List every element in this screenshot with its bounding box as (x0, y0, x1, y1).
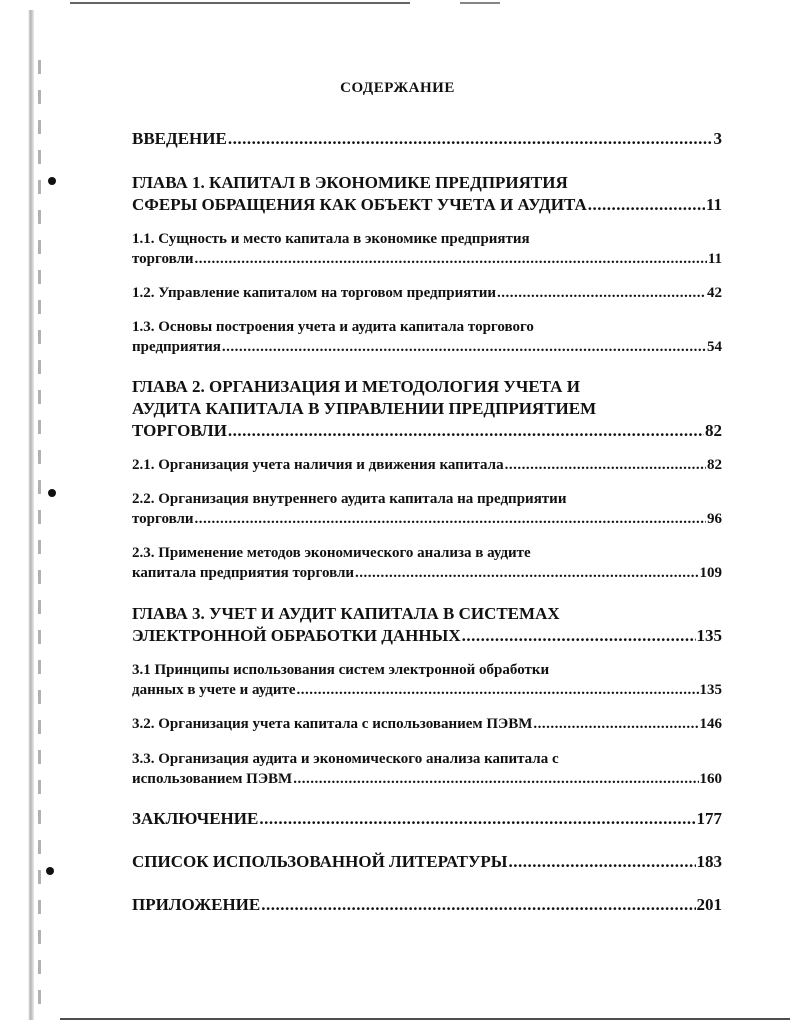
toc-entry-section-2-3[interactable] (132, 543, 722, 583)
toc-entry-title: ТОРГОВЛИ (132, 421, 227, 440)
toc-entry-title: 1.2. Управление капиталом на торговом предприятии (132, 285, 497, 301)
toc-entry-title-line: 2.3. Применение методов экономического анализа в аудите (132, 545, 531, 561)
toc-entry-section-2-2[interactable] (132, 489, 722, 529)
toc-entry-chapter-2[interactable] (132, 376, 722, 442)
toc-page-number: 11 (705, 195, 722, 214)
toc-entry-appendix[interactable] (132, 894, 722, 916)
toc-entry-title: 3.2. Организация учета капитала с использованием ПЭВМ (132, 716, 533, 732)
toc-entry-title: предприятия (132, 339, 221, 355)
leader-dots (293, 769, 698, 789)
leader-dots (462, 625, 696, 647)
leader-dots (195, 509, 706, 529)
toc-entry-section-1-1[interactable] (132, 229, 722, 269)
toc-page-number: 146 (699, 716, 722, 732)
toc-page-number: 135 (696, 626, 722, 645)
leader-dots (497, 283, 706, 303)
leader-dots (261, 894, 695, 916)
toc-entry-section-3-1[interactable] (132, 660, 722, 700)
toc-entry-title: данных в учете и аудите (132, 682, 296, 698)
toc-entry-title-line: ГЛАВА 3. УЧЕТ И АУДИТ КАПИТАЛА В СИСТЕМАХ (132, 604, 560, 623)
toc-page-number: 160 (699, 771, 722, 787)
toc-page-number: 183 (696, 852, 722, 871)
toc-entry-section-3-2[interactable] (132, 714, 722, 734)
leader-dots (195, 249, 707, 269)
toc-entry-title: СФЕРЫ ОБРАЩЕНИЯ КАК ОБЪЕКТ УЧЕТА И АУДИТА (132, 195, 587, 214)
scan-edge-left-streaks (38, 60, 41, 1010)
toc-entry-title: СПИСОК ИСПОЛЬЗОВАННОЙ ЛИТЕРАТУРЫ (132, 852, 508, 871)
scan-edge-top-fragment (460, 2, 500, 4)
binding-hole-mark (48, 489, 56, 497)
scan-edge-top (70, 2, 410, 4)
scan-edge-left (28, 10, 34, 1020)
toc-entry-title: ВВЕДЕНИЕ (132, 129, 227, 148)
leader-dots (228, 420, 704, 442)
toc-entry-title: использованием ПЭВМ (132, 771, 293, 787)
leader-dots (588, 194, 705, 216)
leader-dots (355, 563, 698, 583)
toc-entry-title-line: АУДИТА КАПИТАЛА В УПРАВЛЕНИИ ПРЕДПРИЯТИЕМ (132, 399, 597, 418)
leader-dots (509, 851, 696, 873)
toc-page-number: 42 (707, 285, 722, 301)
toc-entry-title-line: 3.1 Принципы использования систем электронной обработки (132, 662, 550, 678)
leader-dots (228, 128, 713, 150)
toc-page-number: 96 (707, 511, 722, 527)
leader-dots (505, 455, 706, 475)
toc-entry-conclusion[interactable] (132, 808, 722, 830)
toc-entry-title-line: 1.1. Сущность и место капитала в экономике предприятия (132, 231, 530, 247)
toc-entry-title: торговли (132, 511, 194, 527)
page-title: СОДЕРЖАНИЕ (340, 80, 455, 96)
toc-entry-title-line: ГЛАВА 2. ОРГАНИЗАЦИЯ И МЕТОДОЛОГИЯ УЧЕТА И (132, 377, 580, 396)
toc-page-number: 82 (707, 457, 722, 473)
toc-entry-title: торговли (132, 251, 194, 267)
toc-entry-title-line: ГЛАВА 1. КАПИТАЛ В ЭКОНОМИКЕ ПРЕДПРИЯТИЯ (132, 173, 568, 192)
binding-hole-mark (46, 867, 54, 875)
leader-dots (533, 714, 698, 734)
toc-entry-title-line: 2.2. Организация внутреннего аудита капитала на предприятии (132, 491, 567, 507)
toc-page-number: 109 (699, 565, 722, 581)
toc-page-number: 201 (696, 895, 722, 914)
toc-entry-section-2-1[interactable] (132, 455, 722, 475)
toc-entry-title: 2.1. Организация учета наличия и движения капитала (132, 457, 504, 473)
toc-entry-section-1-3[interactable] (132, 317, 722, 357)
toc-entry-references[interactable] (132, 851, 722, 873)
toc-entry-chapter-3[interactable] (132, 603, 722, 647)
toc-page-number: 3 (713, 129, 722, 148)
toc-entry-title-line: 1.3. Основы построения учета и аудита капитала торгового (132, 319, 534, 335)
toc-entry-title-line: 3.3. Организация аудита и экономического анализа капитала с (132, 751, 559, 767)
scan-edge-bottom (60, 1018, 790, 1020)
toc-entry-title: ПРИЛОЖЕНИЕ (132, 895, 261, 914)
toc-entry-title: ЭЛЕКТРОННОЙ ОБРАБОТКИ ДАННЫХ (132, 626, 461, 645)
toc-entry-title: капитала предприятия торговли (132, 565, 355, 581)
toc-entry-introduction[interactable] (132, 128, 722, 150)
leader-dots (297, 680, 699, 700)
toc-entry-title: ЗАКЛЮЧЕНИЕ (132, 809, 259, 828)
toc-entry-section-1-2[interactable] (132, 283, 722, 303)
toc-entry-chapter-1[interactable] (132, 172, 722, 216)
leader-dots (222, 337, 706, 357)
leader-dots (259, 808, 695, 830)
binding-hole-mark (48, 177, 56, 185)
toc-entry-section-3-3[interactable] (132, 749, 722, 789)
toc-page-number: 11 (707, 251, 722, 267)
toc-page-number: 82 (705, 421, 722, 440)
toc-page-number: 135 (699, 682, 722, 698)
toc-page-number: 54 (707, 339, 722, 355)
toc-page-number: 177 (696, 809, 722, 828)
